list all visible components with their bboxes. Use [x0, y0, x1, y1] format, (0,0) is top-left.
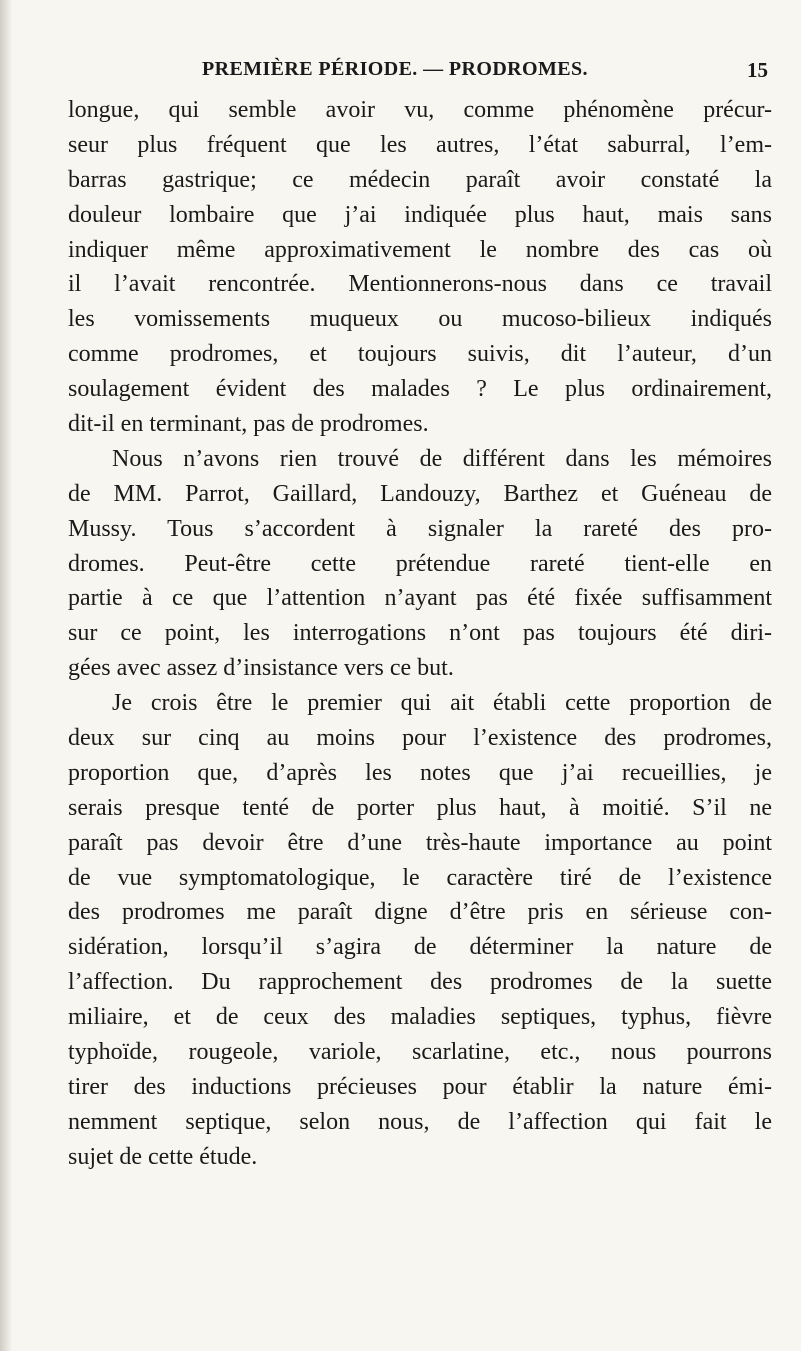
text-line: de vue symptomatologique, le caractère tiré de l’existence	[68, 864, 772, 891]
text-line: Nous n’avons rien trouvé de différent dans les mémoires	[112, 445, 772, 472]
running-title: PREMIÈRE PÉRIODE. — PRODROMES.	[202, 58, 588, 80]
text-line: paraît pas devoir être d’une très-haute importance au point	[68, 829, 772, 856]
paragraph	[68, 93, 772, 442]
text-line: sidération, lorsqu’il s’agira de déterminer la nature de	[68, 934, 772, 961]
text-line: douleur lombaire que j’ai indiquée plus haut, mais sans	[68, 201, 772, 228]
text-line: tirer des inductions précieuses pour établir la nature émi-	[68, 1073, 772, 1100]
paragraph	[68, 442, 772, 686]
text-line: comme prodromes, et toujours suivis, dit l’auteur, d’un	[68, 341, 772, 368]
running-head	[68, 58, 768, 88]
text-line: nemment septique, selon nous, de l’affection qui fait le	[68, 1108, 772, 1135]
text-line: soulagement évident des malades ? Le plus ordinairement,	[68, 376, 772, 403]
text-line: indiquer même approximativement le nombre des cas où	[68, 236, 772, 263]
text-line: longue, qui semble avoir vu, comme phénomène précur-	[68, 97, 772, 123]
text-line: barras gastrique; ce médecin paraît avoir constaté la	[68, 166, 772, 193]
text-line: typhoïde, rougeole, variole, scarlatine, etc., nous pourrons	[68, 1039, 772, 1066]
text-line: dromes. Peut-être cette prétendue rareté tient-elle en	[68, 550, 772, 577]
text-line: deux sur cinq au moins pour l’existence des prodromes,	[68, 725, 772, 752]
text-line: il l’avait rencontrée. Mentionnerons-nous dans ce travail	[68, 271, 772, 298]
text-line: l’affection. Du rapprochement des prodromes de la suette	[68, 969, 772, 996]
text-line: dit-il en terminant, pas de prodromes.	[68, 411, 429, 438]
text-line: Je crois être le premier qui ait établi cette proportion de	[112, 690, 772, 717]
paragraph	[68, 686, 772, 1174]
text-line: les vomissements muqueux ou mucoso-bilieux indiqués	[68, 306, 772, 333]
text-line: sur ce point, les interrogations n’ont pas toujours été diri-	[68, 620, 772, 647]
text-line: proportion que, d’après les notes que j’ai recueillies, je	[68, 759, 772, 786]
text-line: des prodromes me paraît digne d’être pris en sérieuse con-	[68, 899, 772, 926]
text-line: sujet de cette étude.	[68, 1143, 258, 1170]
text-line: partie à ce que l’attention n’ayant pas été fixée suffisamment	[68, 585, 772, 612]
text-line: seur plus fréquent que les autres, l’état saburral, l’em-	[68, 131, 772, 158]
text-line: Mussy. Tous s’accordent à signaler la rareté des pro-	[68, 515, 772, 542]
page-number: 15	[747, 58, 768, 82]
page-binding-shadow	[0, 0, 12, 1351]
text-line: de MM. Parrot, Gaillard, Landouzy, Barthez et Guéneau de	[68, 480, 772, 507]
text-line: gées avec assez d’insistance vers ce but.	[68, 655, 454, 682]
text-line: serais presque tenté de porter plus haut, à moitié. S’il ne	[68, 794, 772, 821]
body-text	[68, 93, 772, 1175]
text-line: miliaire, et de ceux des maladies septiques, typhus, fièvre	[68, 1004, 772, 1031]
